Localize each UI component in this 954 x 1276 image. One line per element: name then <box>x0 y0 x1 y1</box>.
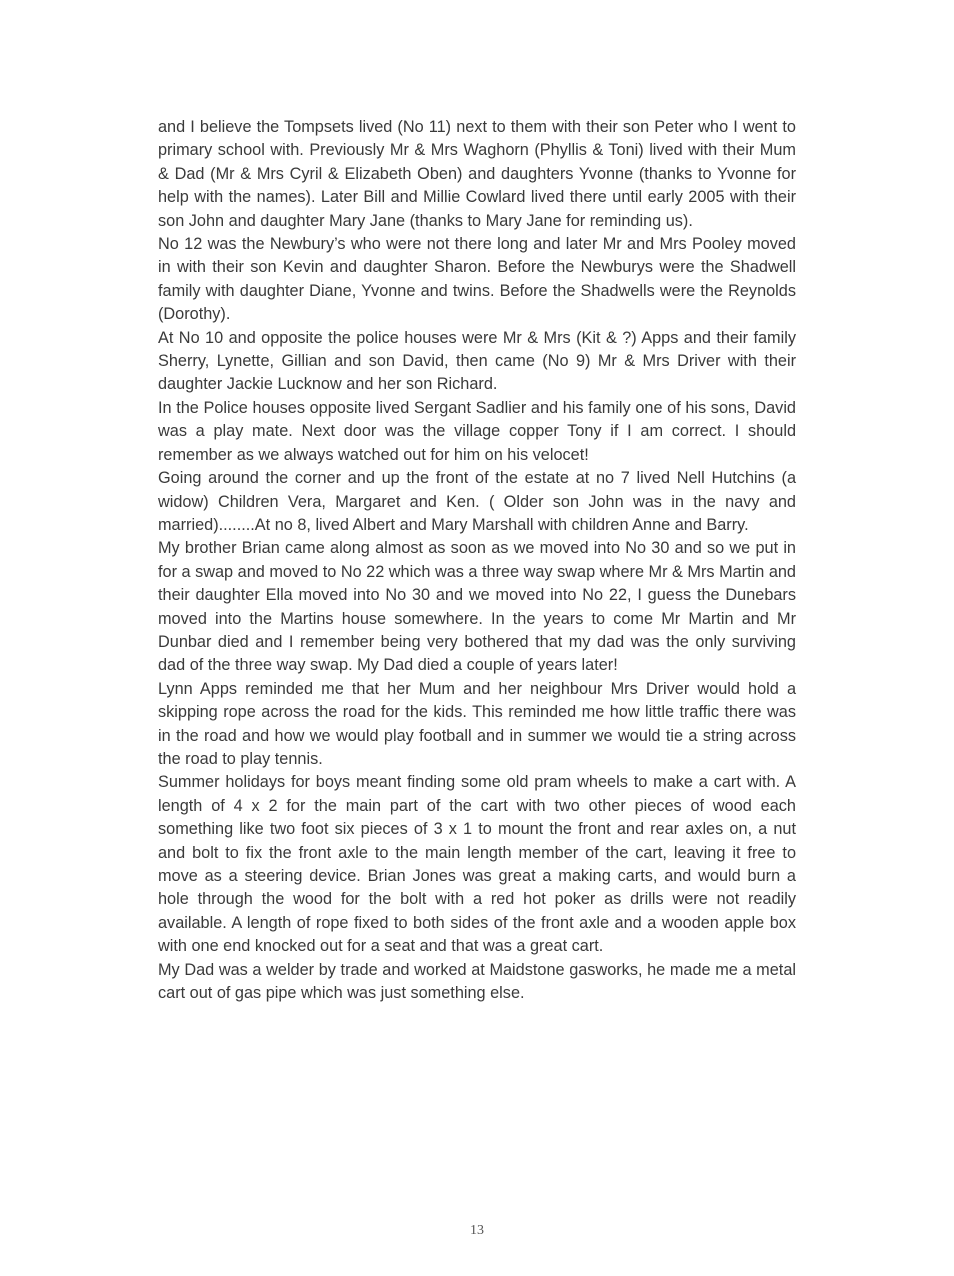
paragraph-brother-brian: My brother Brian came along almost as soon as we moved into No 30 and so we put in for a swap and moved to No 22 which was a three way swap where Mr & Mrs Martin and their daughter Ella moved into No 30 and we moved into No 22, I guess the Dunebars moved into the Martins house somewhere. In the years to come Mr Martin and Mr Dunbar died and I remember being very bothered that my dad was the only surviving dad of the three way swap. My Dad died a couple of years later! <box>158 539 796 675</box>
paragraph-summer-holidays: Summer holidays for boys meant finding some old pram wheels to make a cart with. A length of 4 x 2 for the main part of the cart with two other pieces of wood each something like two foot six pieces of 3 x 1 to mount the front and rear axles on, a nut and bolt to fix the front axle to the main length member of the cart, leaving it free to move as a steering device. Brian Jones was great a making carts, and would burn a hole through the wood for the bolt with a red hot poker as drills were not readily available. A length of rope fixed to both sides of the front axle and a wooden apple box with one end knocked out for a seat and that was a great cart. <box>158 773 796 956</box>
body-text <box>158 116 796 1005</box>
paragraph-dad-welder: My Dad was a welder by trade and worked at Maidstone gasworks, he made me a metal cart out of gas pipe which was just something else. <box>158 960 796 1003</box>
paragraph-tompsets: and I believe the Tompsets lived (No 11) next to them with their son Peter who I went to primary school with. Previously Mr & Mrs Waghorn (Phyllis & Toni) lived with their Mum & Dad (Mr & Mrs Cyril & Elizabeth Oben) and daughters Yvonne (thanks to Yvonne for help with the names). Later Bill and Millie Cowlard lived there until early 2005 with their son John and daughter Mary Jane (thanks to Mary Jane for reminding us). <box>158 118 796 230</box>
paragraph-police-houses: In the Police houses opposite lived Sergant Sadlier and his family one of his sons, David was a play mate. Next door was the village copper Tony if I am correct. I should remember as we always watched out for him on his velocet! <box>158 398 796 464</box>
page-number: 13 <box>470 1223 484 1238</box>
paragraph-no-10: At No 10 and opposite the police houses were Mr & Mrs (Kit & ?) Apps and their family Sherry, Lynette, Gillian and son David, then came (No 9) Mr & Mrs Driver with their daughter Jackie Lucknow and her son Richard. <box>158 328 796 394</box>
paragraph-lynn-apps: Lynn Apps reminded me that her Mum and her neighbour Mrs Driver would hold a skipping rope across the road for the kids. This reminded me how little traffic there was in the road and how we would play football and in summer we would tie a string across the road to play tennis. <box>158 679 796 768</box>
paragraph-no-7: Going around the corner and up the front of the estate at no 7 lived Nell Hutchins (a widow) Children Vera, Margaret and Ken. ( Older son John was in the navy and married)........At no 8, lived Albert and Mary Marshall with children Anne and Barry. <box>158 469 796 534</box>
paragraph-no-12: No 12 was the Newbury’s who were not there long and later Mr and Mrs Pooley moved in with their son Kevin and daughter Sharon. Before the Newburys were the Shadwell family with daughter Diane, Yvonne and twins. Before the Shadwells were the Reynolds (Dorothy). <box>158 235 796 324</box>
